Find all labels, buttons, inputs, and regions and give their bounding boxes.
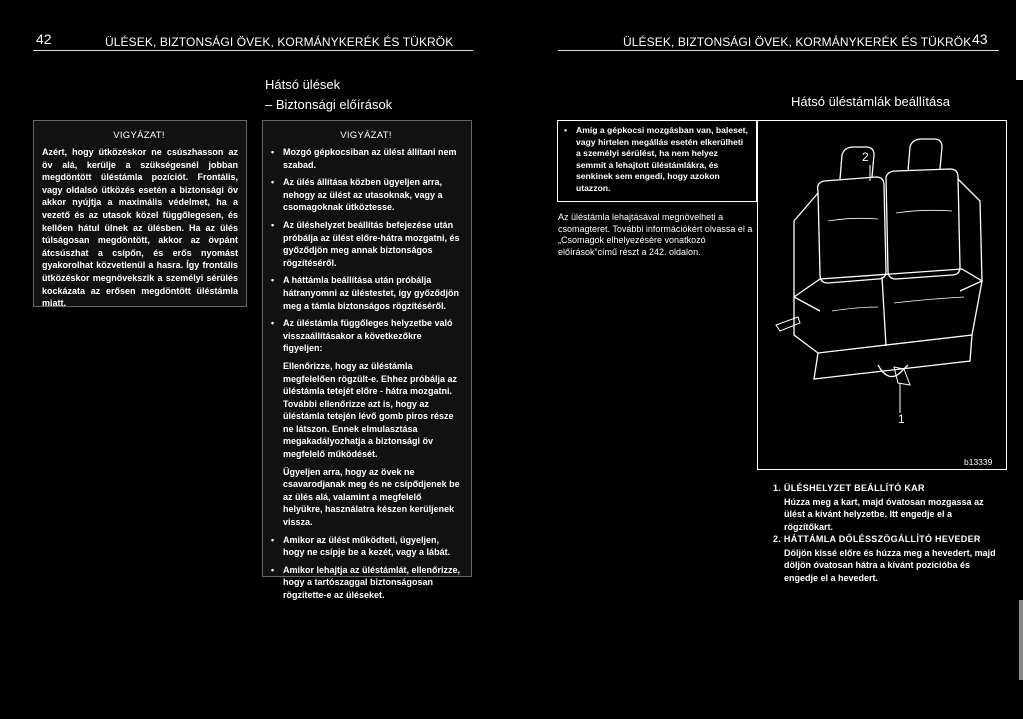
- warning-paragraph: Ügyeljen arra, hogy az övek ne csavarodjanak meg és ne csípődjenek be az ülés alá, valamint a megfelelő helyükre, használatra készen kerüljenek vissza.: [283, 466, 460, 528]
- figure-label-2: 2: [862, 150, 869, 164]
- right-page-number: 43: [972, 31, 988, 47]
- section-title-backrest-adjust: Hátsó üléstámlák beállítása: [791, 94, 950, 109]
- left-warning-title: VIGYÁZAT!: [113, 130, 165, 141]
- section-title-safety: – Biztonsági előírások: [265, 97, 393, 112]
- warning-bullet: • Az üléstámla függőleges helyzetbe való visszaállításakor a következőkre figyeljen:: [271, 317, 463, 355]
- caution-bullet: • Amíg a gépkocsi mozgásban van, baleset, vagy hirtelen megállás esetén elkerülheti a személyi sérülést, ha nem helyez semmit a lehajtott üléstámlákra, és senkinek sem engedi, hogy azokon utazzon.: [564, 125, 750, 195]
- left-warning-text: Azért, hogy ütközéskor ne csúszhasson az öv alá, kerülje a szükségesnél jobban megdöntött üléstámla pozíciót. Frontális, vagy oldalsó ütközés esetén a biztonsági öv akkor nyújtja a maximális védelmet, ha a vezető és az utasok közel függőlegesen, és kellően hátul ülnek az ülésben. Ha az ülés túlságosan megdöntött, akkor az övpánt átcsúszhat a csípőn, és erős nyomást gyakorolhat közvetlenül a hasra. Így frontális ütközéskor megnövekszik a személyi sérülés kockázata az erősen megdöntött üléstámla miatt.: [42, 147, 238, 309]
- warning-bullet: • A háttámla beállítása után próbálja hátranyomni az üléstestet, így győződjön meg a támla biztonságos rögzítéséről.: [271, 274, 463, 312]
- middle-warning-content: [271, 146, 463, 607]
- caption-1-title: 1. ÜLÉSHELYZET BEÁLLÍTÓ KAR: [773, 483, 925, 493]
- warning-bullet: • Amikor lehajtja az üléstámlát, ellenőrizze, hogy a tartószaggal biztonságosan rögzítette-e az üléseket.: [271, 564, 463, 602]
- middle-warning-title: VIGYÁZAT!: [340, 130, 392, 141]
- warning-bullet: • Az üléshelyzet beállítás befejezése után próbálja az ülést előre-hátra mozgatni, és győződjön meg annak biztonságos rögzítéséről.: [271, 219, 463, 269]
- left-page-number: 42: [36, 31, 52, 47]
- warning-paragraph: Ellenőrizze, hogy az üléstámla megfelelően rögzült-e. Ehhez próbálja az üléstámla tetejét előre - hátra mozgatni. További ellenőrizze azt is, hogy az üléstámla tetején lévő gomb piros része ne látszon. Ennek elmulasztása megakadályozhatja a biztonsági öv megfelelő működését.: [283, 360, 458, 460]
- caption-1-text: Húzza meg a kart, majd óvatosan mozgassa az ülést a kívánt helyzetbe. Itt engedje el a rögzítőkart.: [784, 497, 984, 532]
- right-page-header: ÜLÉSEK, BIZTONSÁGI ÖVEK, KORMÁNYKERÉK ÉS TÜKRÖK: [623, 35, 972, 49]
- page-edge-bar-lower: [1019, 600, 1023, 680]
- warning-bullet: • Az ülés állítása közben ügyeljen arra, nehogy az ülést az utasoknak, vagy a csomagoknak ütköztesse.: [271, 176, 463, 214]
- page-edge-bar: [1016, 0, 1023, 80]
- rear-seat-illustration: [758, 121, 1006, 469]
- figure-code: b13339: [964, 457, 993, 467]
- section-title-rear-seats: Hátsó ülések: [265, 77, 341, 92]
- caption-2-title: 2. HÁTTÁMLA DŐLÉSSZÖGÁLLÍTÓ HEVEDER: [773, 534, 981, 544]
- seat-figure: [757, 120, 1007, 470]
- figure-label-1: 1: [898, 412, 905, 426]
- right-header-rule: [558, 50, 999, 51]
- warning-bullet: • Mozgó gépkocsiban az ülést állítani nem szabad.: [271, 146, 463, 171]
- left-page-header: ÜLÉSEK, BIZTONSÁGI ÖVEK, KORMÁNYKERÉK ÉS TÜKRÖK: [105, 35, 454, 49]
- caution-box: [557, 120, 757, 202]
- left-header-rule: [33, 50, 473, 51]
- note-text: Az üléstámla lehajtásával megnövelheti a csomagteret. További információkért olvassa el a „Csomagok elhelyezésére vonatkozó előírások”című részt a 242. oldalon.: [558, 212, 753, 257]
- caption-2-text: Döljön kissé előre és húzza meg a hevedert, majd döljön óvatosan hátra a kívánt pozícióba és engedje el a hevedert.: [784, 548, 996, 583]
- warning-bullet: • Amikor az ülést működteti, ügyeljen, hogy ne csípje be a kezét, vagy a lábát.: [271, 534, 463, 559]
